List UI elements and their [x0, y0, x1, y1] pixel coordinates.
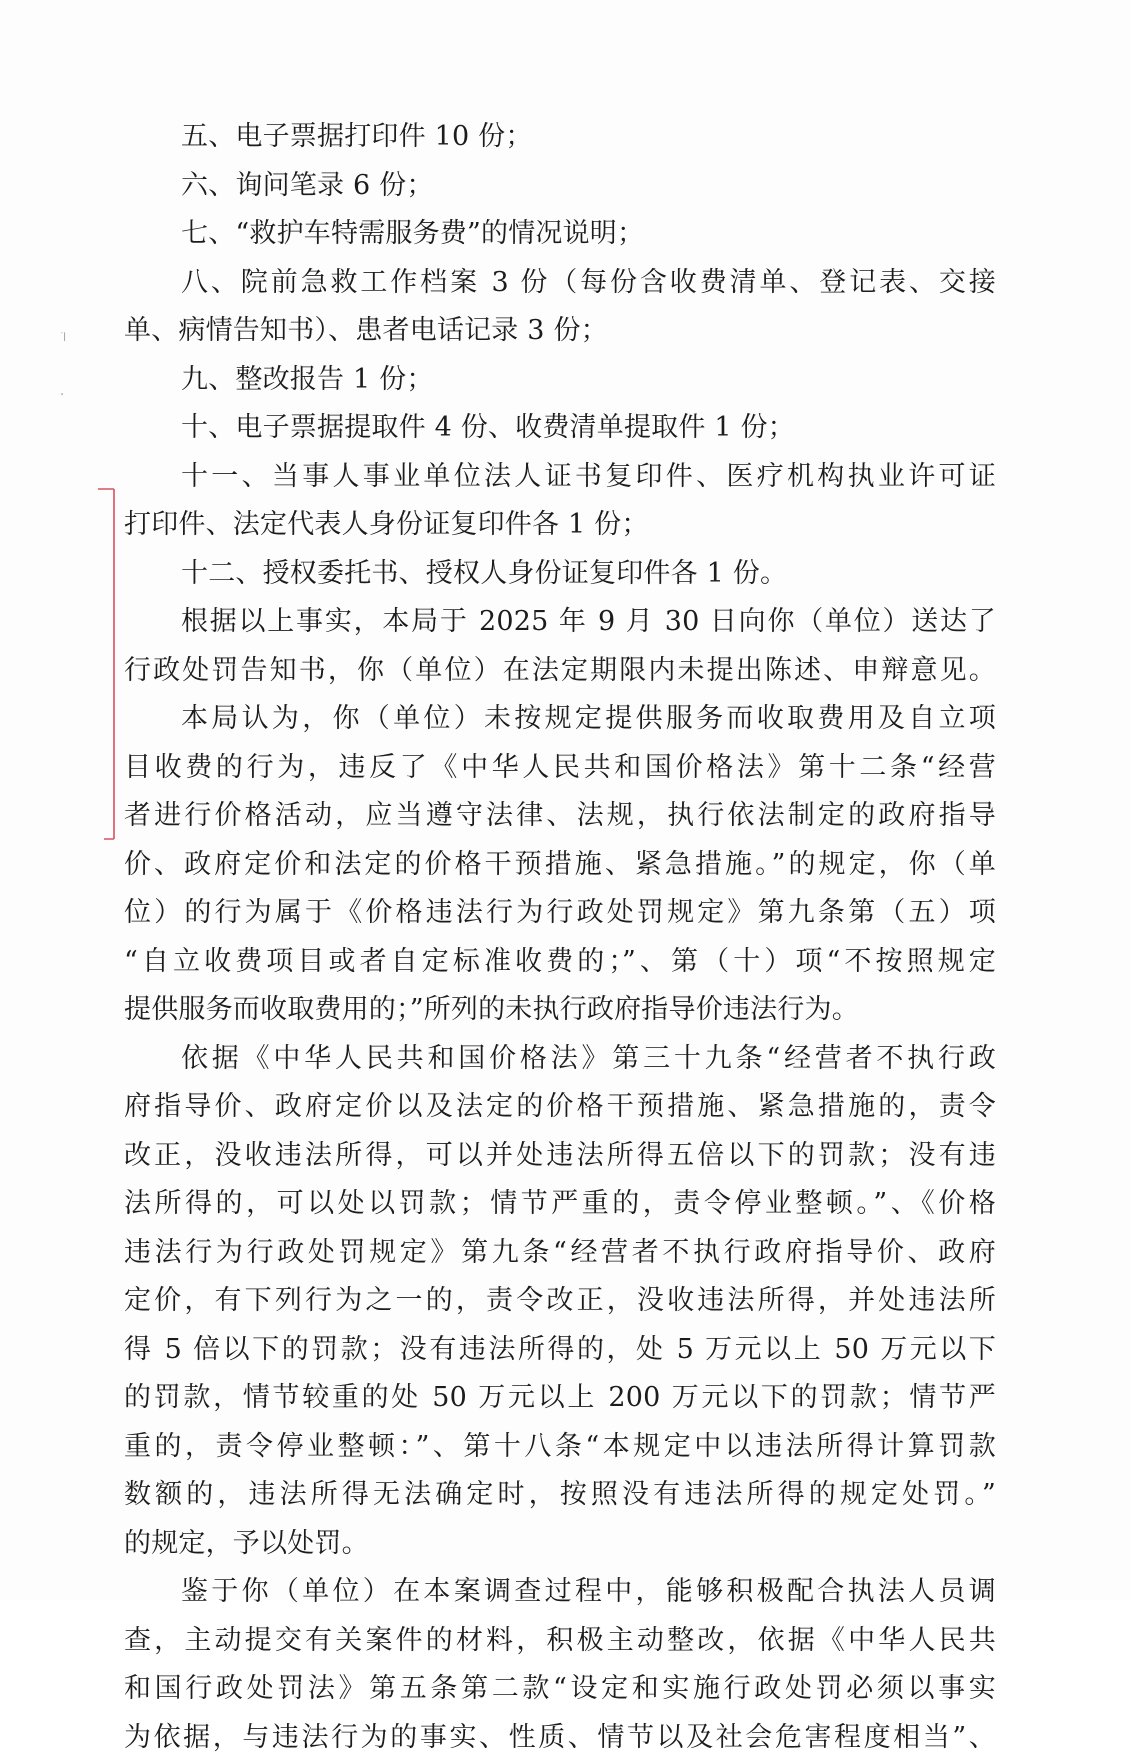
text-line: 改正，没收违法所得，可以并处违法所得五倍以下的罚款；没有违 [124, 1132, 996, 1181]
text-line: 得 5 倍以下的罚款；没有违法所得的，处 5 万元以上 50 万元以下 [124, 1326, 996, 1375]
text-line: 根据以上事实，本局于 2025 年 9 月 30 日向你（单位）送达了 [124, 598, 996, 647]
text-line: 依据《中华人民共和国价格法》第三十九条“经营者不执行政 [124, 1035, 996, 1084]
text-line: 七、“救护车特需服务费”的情况说明； [124, 210, 996, 259]
text-line: 数额的，违法所得无法确定时，按照没有违法所得的规定处罚。” [124, 1471, 996, 1520]
red-margin-bracket [96, 487, 118, 843]
text-line: 法所得的，可以处以罚款；情节严重的，责令停业整顿。”、《价格 [124, 1180, 996, 1229]
text-line: 十一、当事人事业单位法人证书复印件、医疗机构执业许可证 [124, 453, 996, 502]
text-line: 单、病情告知书）、患者电话记录 3 份； [124, 307, 996, 356]
text-line: 十、电子票据提取件 4 份、收费清单提取件 1 份； [124, 404, 996, 453]
text-line: 位）的行为属于《价格违法行为行政处罚规定》第九条第（五）项 [124, 889, 996, 938]
text-line: 和国行政处罚法》第五条第二款“设定和实施行政处罚必须以事实 [124, 1665, 996, 1714]
document-body [124, 113, 996, 1762]
text-line: 五、电子票据打印件 10 份； [124, 113, 996, 162]
text-line: 行政处罚告知书，你（单位）在法定期限内未提出陈述、申辩意见。 [124, 647, 996, 696]
text-line: 查，主动提交有关案件的材料，积极主动整改，依据《中华人民共 [124, 1617, 996, 1666]
text-line: 违法行为行政处罚规定》第九条“经营者不执行政府指导价、政府 [124, 1229, 996, 1278]
margin-speck: ꜈ [60, 330, 66, 345]
text-line: 九、整改报告 1 份； [124, 356, 996, 405]
text-line: 重的，责令停业整顿：”、第十八条“本规定中以违法所得计算罚款 [124, 1423, 996, 1472]
text-line: 本局认为，你（单位）未按规定提供服务而收取费用及自立项 [124, 695, 996, 744]
text-line: 鉴于你（单位）在本案调查过程中，能够积极配合执法人员调 [124, 1568, 996, 1617]
text-line: 打印件、法定代表人身份证复印件各 1 份； [124, 501, 996, 550]
text-line: 的规定，予以处罚。 [124, 1520, 996, 1569]
margin-speck: · [60, 388, 64, 403]
text-line: 六、询问笔录 6 份； [124, 162, 996, 211]
text-line: 八、院前急救工作档案 3 份（每份含收费清单、登记表、交接 [124, 259, 996, 308]
text-line: 的罚款，情节较重的处 50 万元以上 200 万元以下的罚款；情节严 [124, 1374, 996, 1423]
text-line: 者进行价格活动，应当遵守法律、法规，执行依法制定的政府指导 [124, 792, 996, 841]
text-line: 十二、授权委托书、授权人身份证复印件各 1 份。 [124, 550, 996, 599]
text-line: 价、政府定价和法定的价格干预措施、紧急措施。”的规定，你（单 [124, 841, 996, 890]
text-line: “自立收费项目或者自定标准收费的；”、第（十）项“不按照规定 [124, 938, 996, 987]
text-line: 目收费的行为，违反了《中华人民共和国价格法》第十二条“经营 [124, 744, 996, 793]
text-line: 府指导价、政府定价以及法定的价格干预措施、紧急措施的，责令 [124, 1083, 996, 1132]
text-line: 定价，有下列行为之一的，责令改正，没收违法所得，并处违法所 [124, 1277, 996, 1326]
text-line: 为依据，与违法行为的事实、性质、情节以及社会危害程度相当”、 [124, 1714, 996, 1762]
text-line: 提供服务而收取费用的；”所列的未执行政府指导价违法行为。 [124, 986, 996, 1035]
